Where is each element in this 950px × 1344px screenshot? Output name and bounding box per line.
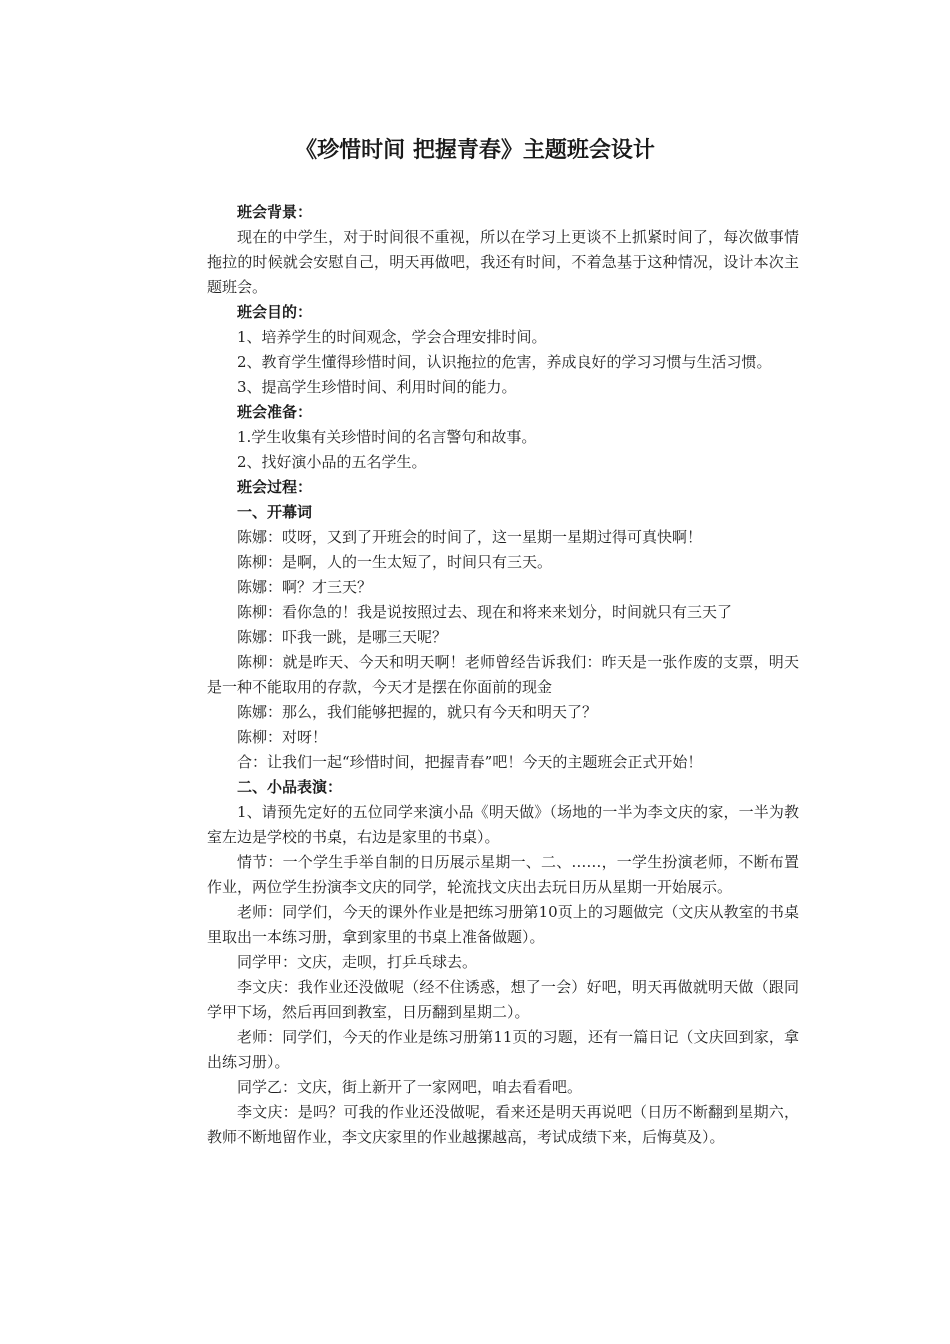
document-body bbox=[207, 200, 799, 1150]
paragraph: 老师：同学们，今天的作业是练习册第11页的习题，还有一篇日记（文庆回到家，拿出练习册）。 bbox=[207, 1028, 799, 1071]
document-title: 《珍惜时间 把握青春》主题班会设计 bbox=[295, 138, 655, 163]
paragraph: 李文庆：是吗？可我的作业还没做呢，看来还是明天再说吧（日历不断翻到星期六，教师不断地留作业，李文庆家里的作业越摞越高，考试成绩下来，后悔莫及）。 bbox=[207, 1103, 799, 1146]
section-heading: 班会目的： bbox=[237, 303, 313, 321]
paragraph: 陈柳：对呀！ bbox=[237, 728, 328, 746]
paragraph: 陈娜：吓我一跳，是哪三天呢？ bbox=[237, 628, 448, 646]
section-heading: 二、小品表演： bbox=[237, 778, 343, 796]
paragraph: 1、请预先定好的五位同学来演小品《明天做》（场地的一半为李文庆的家，一半为教室左边是学校的书桌，右边是家里的书桌）。 bbox=[207, 803, 799, 846]
paragraph: 情节：一个学生手举自制的日历展示星期一、二、……，一学生扮演老师，不断布置作业，两位学生扮演李文庆的同学，轮流找文庆出去玩日历从星期一开始展示。 bbox=[207, 853, 799, 896]
paragraph: 陈柳：就是昨天、今天和明天啊！老师曾经告诉我们：昨天是一张作废的支票，明天是一种不能取用的存款，今天才是摆在你面前的现金 bbox=[207, 653, 799, 696]
paragraph: 陈娜：那么，我们能够把握的，就只有今天和明天了？ bbox=[237, 703, 598, 721]
section-heading: 班会准备： bbox=[237, 403, 313, 421]
paragraph: 合：让我们一起“珍惜时间，把握青春”吧！今天的主题班会正式开始！ bbox=[237, 753, 703, 771]
paragraph: 李文庆：我作业还没做呢（经不住诱惑，想了一会）好吧，明天再做就明天做（跟同学甲下场，然后再回到教室，日历翻到星期二）。 bbox=[207, 978, 799, 1021]
paragraph: 现在的中学生，对于时间很不重视，所以在学习上更谈不上抓紧时间了，每次做事情拖拉的时候就会安慰自己，明天再做吧，我还有时间，不着急基于这种情况，设计本次主题班会。 bbox=[207, 228, 799, 296]
paragraph: 2、找好演小品的五名学生。 bbox=[237, 453, 427, 471]
paragraph: 陈娜：哎呀，又到了开班会的时间了，这一星期一星期过得可真快啊！ bbox=[237, 528, 703, 546]
section-heading: 一、开幕词 bbox=[237, 503, 313, 521]
paragraph: 陈柳：是啊，人的一生太短了，时间只有三天。 bbox=[237, 553, 553, 571]
paragraph: 1、培养学生的时间观念，学会合理安排时间。 bbox=[237, 328, 547, 346]
paragraph: 老师：同学们，今天的课外作业是把练习册第10页上的习题做完（文庆从教室的书桌里取出一本练习册，拿到家里的书桌上准备做题）。 bbox=[207, 903, 799, 946]
paragraph: 3、提高学生珍惜时间、利用时间的能力。 bbox=[237, 378, 517, 396]
paragraph: 陈柳：看你急的！我是说按照过去、现在和将来来划分，时间就只有三天了 bbox=[237, 603, 733, 621]
section-heading: 班会过程： bbox=[237, 478, 313, 496]
paragraph: 陈娜：啊？才三天？ bbox=[237, 578, 373, 596]
paragraph: 同学甲：文庆，走呗，打乒乓球去。 bbox=[237, 953, 478, 971]
section-heading: 班会背景： bbox=[237, 203, 313, 221]
paragraph: 同学乙：文庆，街上新开了一家网吧，咱去看看吧。 bbox=[237, 1078, 583, 1096]
paragraph: 2、教育学生懂得珍惜时间，认识拖拉的危害，养成良好的学习习惯与生活习惯。 bbox=[237, 353, 772, 371]
paragraph: 1.学生收集有关珍惜时间的名言警句和故事。 bbox=[237, 428, 537, 446]
